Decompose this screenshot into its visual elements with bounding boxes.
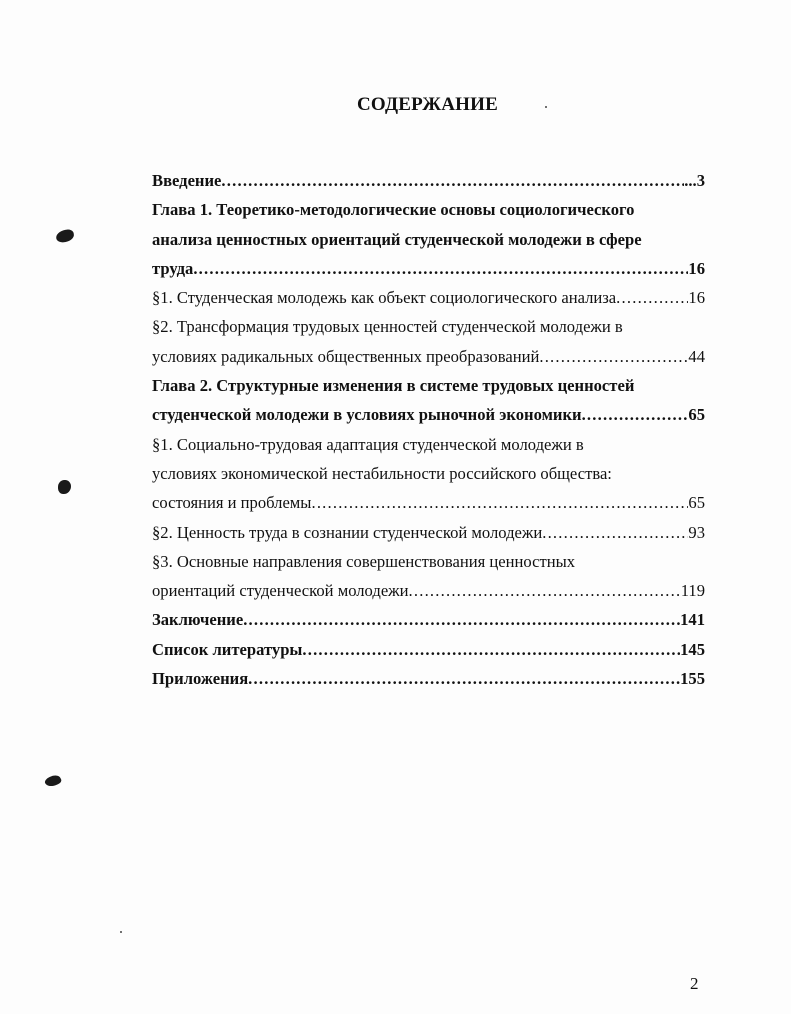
toc-leader-dots xyxy=(542,518,688,547)
toc-leader-dots xyxy=(302,635,680,664)
toc-entry: §2. Трансформация трудовых ценностей студенческой молодежи в xyxy=(152,317,623,337)
toc-entry-page: 93 xyxy=(688,522,705,542)
scan-speck xyxy=(545,106,547,108)
toc-entry-page: ...3 xyxy=(684,171,705,190)
toc-leader-dots xyxy=(409,576,681,605)
toc-entry xyxy=(152,254,705,283)
toc-entry-text: Введение xyxy=(152,171,222,190)
toc-entry-text: ориентаций студенческой молодежи xyxy=(152,581,409,601)
toc-entry: Глава 1. Теоретико-методологические основы социологического xyxy=(152,200,635,220)
toc-entry: условиях экономической нестабильности российского общества: xyxy=(152,463,612,483)
toc-entry xyxy=(152,342,705,371)
toc-entry xyxy=(152,400,705,429)
toc-entry xyxy=(152,166,705,195)
toc-entry-page: 155 xyxy=(680,669,705,689)
toc-entry xyxy=(152,518,705,547)
toc-entry-text: §2. Ценность труда в сознании студенческой молодежи xyxy=(152,522,543,542)
toc-leader-dots xyxy=(539,342,688,371)
toc-entry-page: 141 xyxy=(680,610,705,630)
toc-entry xyxy=(152,605,705,634)
toc-entry-page: 119 xyxy=(680,581,705,601)
toc-leader-dots xyxy=(582,400,689,429)
toc-entry-text: состояния и проблемы xyxy=(152,493,312,513)
toc-entry-page: 65 xyxy=(688,493,705,513)
toc-entry: §1. Социально-трудовая адаптация студенческой молодежи в xyxy=(152,434,584,454)
toc-entry-page: 145 xyxy=(680,639,705,659)
page-title: СОДЕРЖАНИЕ xyxy=(357,94,498,115)
ink-blot-mark xyxy=(44,773,63,789)
toc-entry-text: Приложения xyxy=(152,669,249,689)
toc-entry-page: 16 xyxy=(688,288,705,308)
toc-entry-text: условиях радикальных общественных преобразований xyxy=(152,346,540,366)
toc-entry xyxy=(152,576,705,605)
toc-leader-dots xyxy=(243,605,680,634)
toc-entry xyxy=(152,488,705,517)
toc-entry-page: 16 xyxy=(688,258,705,278)
page-number: 2 xyxy=(690,974,699,993)
toc-entry xyxy=(152,283,705,312)
toc-entry-text: Список литературы xyxy=(152,639,303,659)
toc-entry xyxy=(152,635,705,664)
ink-blot-mark xyxy=(58,480,71,494)
toc-entry-text: §1. Студенческая молодежь как объект социологического анализа xyxy=(152,288,617,308)
toc-leader-dots xyxy=(248,664,680,693)
table-of-contents xyxy=(152,166,705,693)
toc-leader-dots xyxy=(311,488,688,517)
toc-entry xyxy=(152,664,705,693)
toc-leader-dots xyxy=(616,283,688,312)
toc-entry: анализа ценностных ориентаций студенческой молодежи в сфере xyxy=(152,229,642,249)
toc-entry-page: 65 xyxy=(688,405,705,425)
toc-entry-text: Заключение xyxy=(152,610,244,630)
toc-entry-text: труда xyxy=(152,258,194,278)
toc-leader-dots xyxy=(221,166,684,195)
toc-entry: §3. Основные направления совершенствования ценностных xyxy=(152,551,576,571)
toc-leader-dots xyxy=(193,254,688,283)
scan-speck xyxy=(120,931,122,933)
toc-entry-page: 44 xyxy=(688,346,705,366)
toc-entry-text: студенческой молодежи в условиях рыночной экономики xyxy=(152,405,582,425)
toc-entry: Глава 2. Структурные изменения в системе трудовых ценностей xyxy=(152,376,635,396)
ink-blot-mark xyxy=(55,229,75,244)
